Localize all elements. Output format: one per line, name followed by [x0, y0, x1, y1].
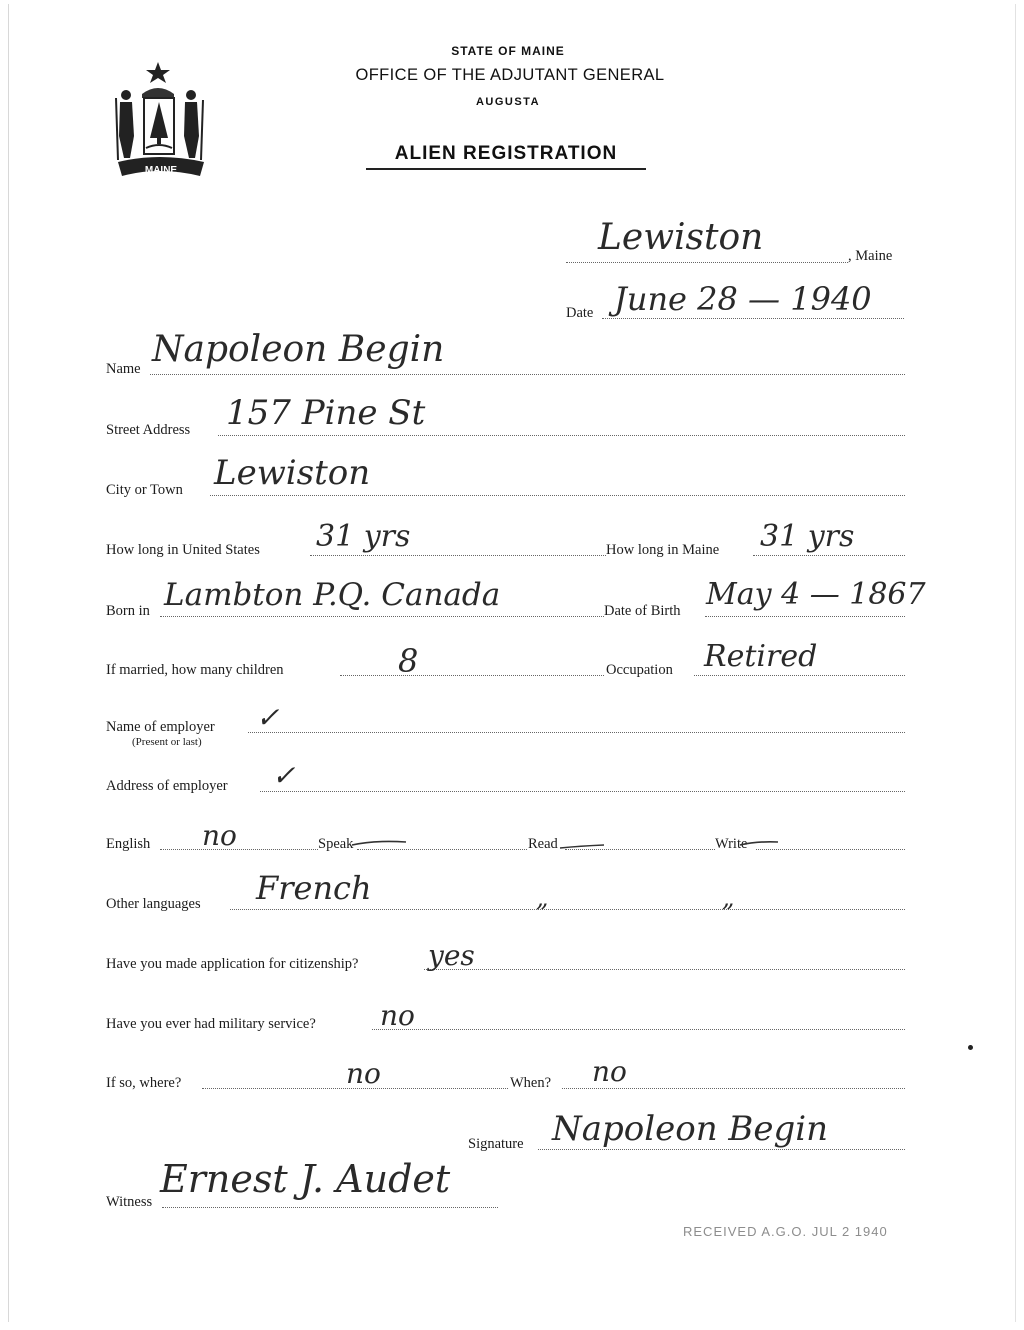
years-maine-value: 31 yrs — [760, 519, 855, 554]
write-label: Write — [715, 836, 748, 852]
signature-label: Signature — [468, 1136, 524, 1152]
place-field-line — [566, 262, 848, 263]
street-label: Street Address — [106, 422, 191, 438]
employer-label: Name of employer — [106, 719, 215, 735]
signature-value: Napoleon Begin — [552, 1109, 829, 1149]
street-value: 157 Pine St — [226, 393, 426, 433]
other-languages-label: Other languages — [106, 896, 201, 912]
street-field-line — [218, 435, 905, 436]
when-value: no — [592, 1055, 627, 1088]
where-value: no — [346, 1057, 381, 1090]
military-value: no — [380, 999, 415, 1032]
employer-sublabel: (Present or last) — [132, 736, 202, 748]
date-value: June 28 — 1940 — [614, 280, 872, 318]
witness-label: Witness — [106, 1194, 153, 1210]
english-value: no — [202, 819, 237, 852]
occupation-label: Occupation — [606, 662, 673, 678]
when-field-line — [562, 1088, 905, 1089]
name-value: Napoleon Begin — [152, 329, 445, 370]
employer-field-line — [248, 732, 905, 733]
ink-speck — [968, 1045, 973, 1050]
date-label: Date — [566, 305, 594, 321]
name-label: Name — [106, 361, 141, 377]
state-heading: STATE OF MAINE — [451, 44, 565, 58]
born-in-label: Born in — [106, 603, 150, 619]
employer-value: ✓ — [256, 701, 280, 734]
english-field-line — [160, 849, 318, 850]
signature-field-line — [538, 1149, 905, 1150]
employer-address-value: ✓ — [272, 759, 296, 792]
children-field-line — [340, 675, 604, 676]
born-in-value: Lambton P.Q. Canada — [164, 577, 501, 613]
years-us-field-line — [310, 555, 606, 556]
years-maine-label: How long in Maine — [606, 542, 720, 558]
years-us-label: How long in United States — [106, 542, 260, 558]
city-value: Lewiston — [214, 453, 371, 493]
years-us-value: 31 yrs — [316, 519, 411, 554]
children-label: If married, how many children — [106, 662, 284, 678]
other-languages-write-ditto: „ — [722, 884, 735, 912]
title-underline — [366, 168, 646, 170]
city-label: City or Town — [106, 482, 183, 498]
place-state-label: , Maine — [848, 248, 893, 264]
witness-field-line — [162, 1207, 498, 1208]
speak-label: Speak — [318, 836, 354, 852]
form-title: ALIEN REGISTRATION — [394, 143, 618, 164]
office-heading: OFFICE OF THE ADJUTANT GENERAL — [355, 66, 665, 84]
occupation-value: Retired — [704, 639, 818, 674]
date-field-line — [602, 318, 904, 319]
when-label: When? — [510, 1075, 552, 1091]
children-value: 8 — [398, 642, 419, 680]
born-in-field-line — [160, 616, 604, 617]
place-value: Lewiston — [598, 217, 764, 258]
citizenship-label: Have you made application for citizenship? — [106, 956, 359, 972]
english-label: English — [106, 836, 151, 852]
military-field-line — [372, 1029, 905, 1030]
received-stamp: RECEIVED A.G.O. JUL 2 1940 — [683, 1224, 888, 1239]
date-of-birth-field-line — [705, 616, 905, 617]
name-field-line — [150, 374, 905, 375]
date-of-birth-value: May 4 — 1867 — [706, 577, 926, 612]
other-languages-read-ditto: „ — [536, 884, 549, 912]
city-heading: AUGUSTA — [475, 96, 541, 108]
other-languages-value: French — [256, 869, 372, 907]
other-languages-field-line — [230, 909, 905, 910]
where-label: If so, where? — [106, 1075, 182, 1091]
witness-value: Ernest J. Audet — [160, 1157, 451, 1201]
citizenship-field-line — [424, 969, 905, 970]
read-label: Read — [528, 836, 558, 852]
write-strike-mark — [738, 836, 782, 850]
date-of-birth-label: Date of Birth — [604, 603, 681, 619]
seal-banner-text: MAINE — [144, 165, 178, 176]
employer-address-label: Address of employer — [106, 778, 228, 794]
employer-address-field-line — [260, 791, 905, 792]
occupation-field-line — [694, 675, 905, 676]
citizenship-value: yes — [428, 939, 475, 972]
read-strike-mark — [558, 840, 608, 854]
military-label: Have you ever had military service? — [106, 1016, 316, 1032]
city-field-line — [210, 495, 905, 496]
speak-strike-mark — [350, 836, 410, 850]
years-maine-field-line — [753, 555, 905, 556]
